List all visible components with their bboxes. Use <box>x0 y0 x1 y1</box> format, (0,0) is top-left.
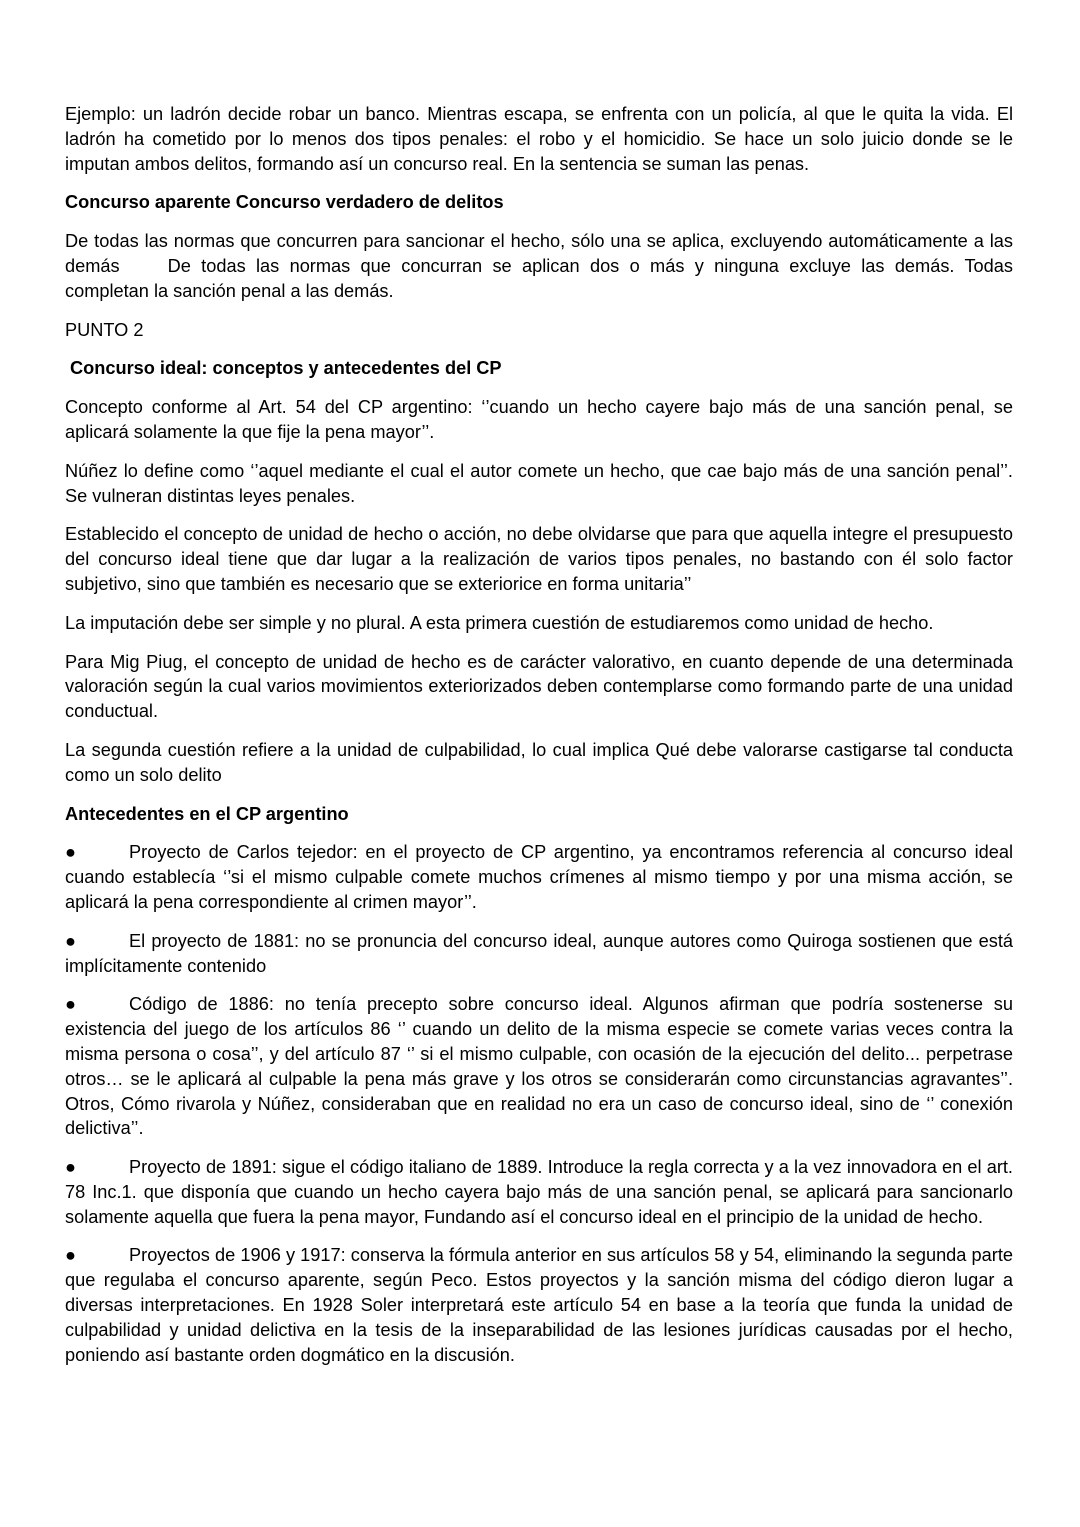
bullet-item <box>65 1243 1013 1367</box>
heading-concurso-aparente: Concurso aparente Concurso verdadero de delitos <box>65 192 504 213</box>
document-page <box>65 102 1013 1381</box>
paragraph-establecido: Establecido el concepto de unidad de hecho o acción, no debe olvidarse que para que aquella integre el presupuesto del concurso ideal tiene que dar lugar a la realización de varios tipos penales, no bastando con él solo factor subjetivo, sino que también es necesario que se exteriorice en forma unitaria’’ <box>65 524 1013 594</box>
bullet-text: El proyecto de 1881: no se pronuncia del concurso ideal, aunque autores como Quiroga sostienen que está implícitamente contenido <box>65 930 1013 976</box>
bullet-dot: ● <box>65 1245 76 1266</box>
bullet-text: Proyectos de 1906 y 1917: conserva la fórmula anterior en sus artículos 58 y 54, eliminando la segunda parte que regulaba el concurso aparente, según Peco. Estos proyectos y la sanción misma del código dieron lugar a diversas interpretaciones. En 1928 Soler interpretará este artículo 54 en base a la teoría que funda la unidad de culpabilidad y unidad delictiva en la tesis de la inseparabilidad de las lesiones jurídicas causadas por el hecho, poniendo así bastante orden dogmático en la discusión. <box>65 1245 1013 1365</box>
bullet-item <box>65 840 1013 914</box>
paragraph-normas <box>65 229 1013 303</box>
heading-concurso-ideal: Concurso ideal: conceptos y antecedentes del CP <box>70 358 502 379</box>
bullet-item <box>65 1155 1013 1229</box>
bullet-dot: ● <box>65 1157 76 1178</box>
paragraph-piug: Para Mig Piug, el concepto de unidad de hecho es de carácter valorativo, en cuanto depende de una determinada valoración según la cual varios movimientos exteriorizados deben contemplarse como formando parte de una unidad conductual. <box>65 651 1013 722</box>
heading-antecedentes: Antecedentes en el CP argentino <box>65 803 349 824</box>
bullet-text: Proyecto de 1891: sigue el código italiano de 1889. Introduce la regla correcta y a la vez innovadora en el art. 78 Inc.1. que disponía que cuando un hecho cayera bajo más de una sanción penal, se aplicará para sancionarlo solamente aquella que fuera la pena mayor, Fundando así el concurso ideal en el principio de la unidad de hecho. <box>65 1157 1013 1227</box>
bullet-dot: ● <box>65 930 76 951</box>
paragraph-segunda: La segunda cuestión refiere a la unidad de culpabilidad, lo cual implica Qué debe valorarse castigarse tal conducta como un solo delito <box>65 739 1013 785</box>
paragraph-concepto: Concepto conforme al Art. 54 del CP argentino: ‘’cuando un hecho cayere bajo más de una sanción penal, se aplicará solamente la que fije la pena mayor’’. <box>65 397 1013 442</box>
bullet-dot: ● <box>65 842 76 863</box>
paragraph-imputacion: La imputación debe ser simple y no plural. A esta primera cuestión de estudiaremos como unidad de hecho. <box>65 612 934 633</box>
bullet-dot: ● <box>65 994 76 1015</box>
paragraph-normas-b: De todas las normas que concurran se aplican dos o más y ninguna excluye las demás. Todas completan la sanción penal a las demás. <box>65 255 1013 301</box>
section-label-punto-2: PUNTO 2 <box>65 319 144 340</box>
paragraph-ejemplo: Ejemplo: un ladrón decide robar un banco. Mientras escapa, se enfrenta con un policía, al que le quita la vida. El ladrón ha cometido por lo menos dos tipos penales: el robo y el homicidio. Se hace un solo juicio donde se le imputan ambos delitos, formando así un concurso real. En la sentencia se suman las penas. <box>65 104 1013 174</box>
bullet-item <box>65 992 1013 1141</box>
bullet-item <box>65 929 1013 979</box>
bullet-text: Proyecto de Carlos tejedor: en el proyecto de CP argentino, ya encontramos referencia al concurso ideal cuando establecía ‘’si el mismo culpable comete muchos crímenes al mismo tiempo y por una misma acción, se aplicará la pena correspondiente al crimen mayor’’. <box>65 842 1013 912</box>
paragraph-normas-a: De todas las normas que concurren para sancionar el hecho, sólo una se aplica, excluyendo automáticamente a las demás <box>65 231 1013 276</box>
paragraph-nunez: Núñez lo define como ‘’aquel mediante el cual el autor comete un hecho, que cae bajo más de una sanción penal’’. Se vulneran distintas leyes penales. <box>65 460 1013 506</box>
bullet-text: Código de 1886: no tenía precepto sobre concurso ideal. Algunos afirman que podría sostenerse su existencia del juego de los artículos 86 ‘’ cuando un delito de la misma especie se comete varias veces contra la misma persona o cosa’’, y del artículo 87 ‘’ si el mismo culpable, con ocasión de la ejecución del delito... perpetrase otros… se le aplicará al culpable la pena más grave y los otros se considerarán como circunstancias agravantes’’. Otros, Cómo rivarola y Núñez, consideraban que en realidad no era un caso de concurso ideal, sino de ‘’ conexión delictiva’’. <box>65 994 1013 1139</box>
